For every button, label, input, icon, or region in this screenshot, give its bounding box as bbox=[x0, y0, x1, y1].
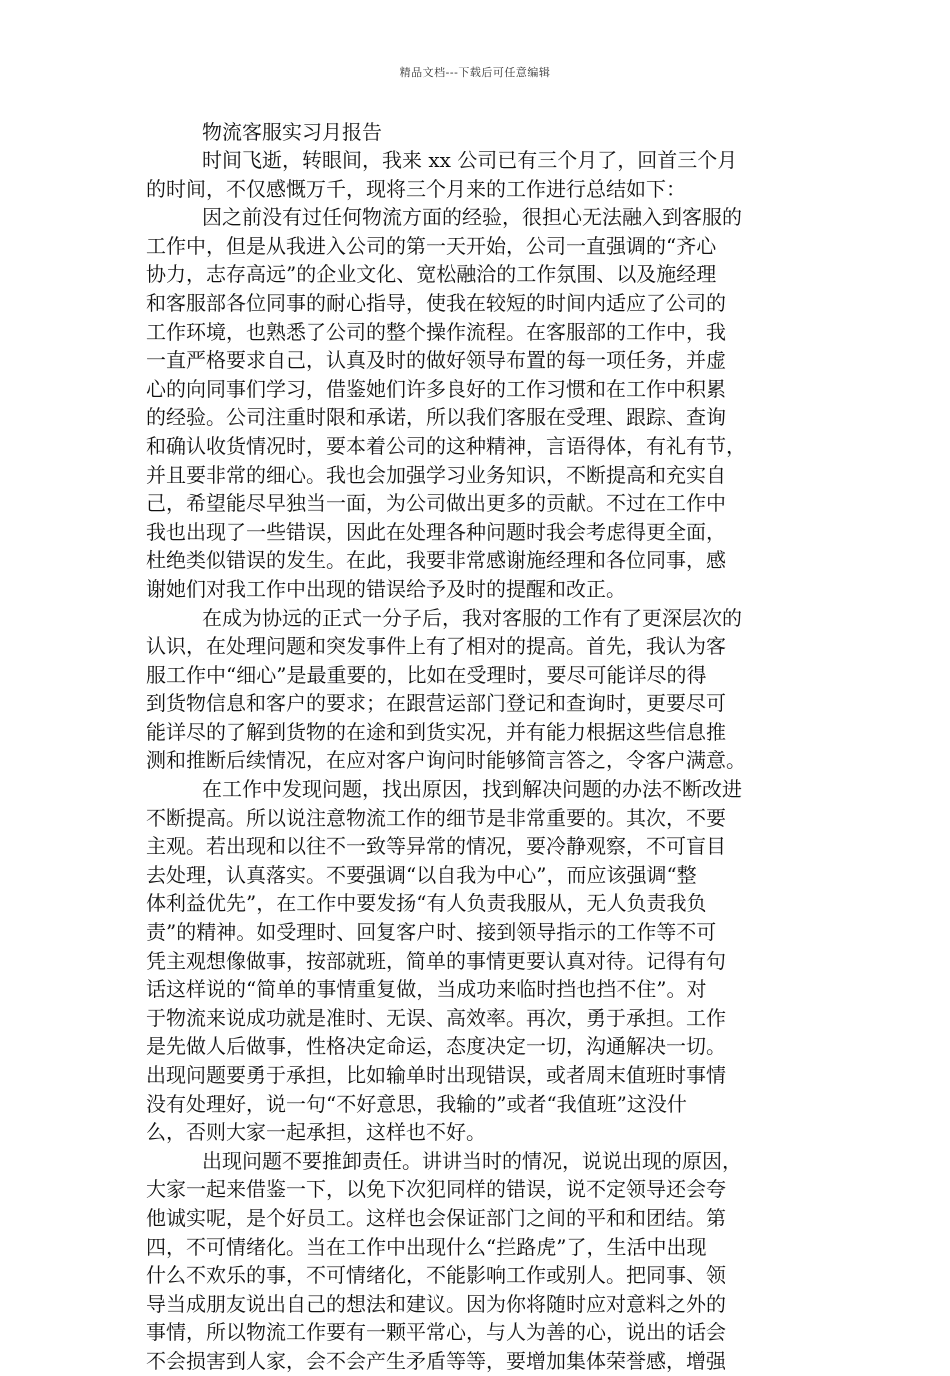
text-line: 没有处理好，说一句“不好意思，我输的”或者“我值班”这没什 bbox=[146, 1091, 687, 1116]
text-line: 协力，志存高远”的企业文化、宽松融洽的工作氛围、以及施经理 bbox=[146, 262, 717, 287]
text-line: 测和推断后续情况，在应对客户询问时能够简言答之，令客户满意。 bbox=[146, 748, 746, 773]
text-line: 去处理，认真落实。不要强调“以自我为中心”，而应该强调“整 bbox=[146, 862, 697, 887]
text-line: 服工作中“细心”是最重要的，比如在受理时，要尽可能详尽的得 bbox=[146, 662, 707, 687]
text-line: 不会损害到人家，会不会产生矛盾等等，要增加集体荣誉感，增强 bbox=[146, 1348, 726, 1373]
document-lines bbox=[146, 146, 806, 1376]
text-line: 什么不欢乐的事，不可情绪化，不能影响工作或别人。把同事、领 bbox=[146, 1263, 726, 1288]
text-line: 主观。若出现和以往不一致等异常的情况，要冷静观察，不可盲目 bbox=[146, 834, 726, 859]
text-line: 事情，所以物流工作要有一颗平常心，与人为善的心，说出的话会 bbox=[146, 1320, 726, 1345]
text-line: 话这样说的“简单的事情重复做，当成功来临时挡也挡不住”。对 bbox=[146, 977, 707, 1002]
text-line: 于物流来说成功就是准时、无误、高效率。再次，勇于承担。工作 bbox=[146, 1005, 726, 1030]
text-line: 大家一起来借鉴一下，以免下次犯同样的错误，说不定领导还会夸 bbox=[146, 1177, 726, 1202]
text-line: 四，不可情绪化。当在工作中出现什么“拦路虎”了，生活中出现 bbox=[146, 1234, 707, 1259]
document-body bbox=[146, 118, 806, 1376]
text-line: 责”的精神。如受理时、回复客户时、接到领导指示的工作等不可 bbox=[146, 920, 717, 945]
text-line: 不断提高。所以说注意物流工作的细节是非常重要的。其次，不要 bbox=[146, 805, 726, 830]
text-line: 的经验。公司注重时限和承诺，所以我们客服在受理、跟踪、查询 bbox=[146, 405, 726, 430]
text-line: 出现问题要勇于承担，比如输单时出现错误，或者周末值班时事情 bbox=[146, 1063, 726, 1087]
text-line: 时间飞逝，转眼间，我来 xx 公司已有三个月了，回首三个月 bbox=[202, 148, 738, 172]
text-line: 工作环境，也熟悉了公司的整个操作流程。在客服部的工作中，我 bbox=[146, 319, 726, 344]
text-line: 体利益优先”，在工作中要发扬“有人负责我服从，无人负责我负 bbox=[146, 891, 707, 916]
text-line: 是先做人后做事，性格决定命运，态度决定一切，沟通解决一切。 bbox=[146, 1034, 726, 1059]
text-line: 谢她们对我工作中出现的错误给予及时的提醒和改正。 bbox=[146, 576, 626, 601]
text-line: 并且要非常的细心。我也会加强学习业务知识，不断提高和充实自 bbox=[146, 462, 726, 487]
page-header: 精品文档---下载后可任意编辑 bbox=[399, 66, 551, 79]
document-title: 物流客服实习月报告 bbox=[202, 120, 382, 144]
text-line: 在成为协远的正式一分子后，我对客服的工作有了更深层次的 bbox=[202, 605, 742, 630]
text-line: 我也出现了一些错误，因此在处理各种问题时我会考虑得更全面， bbox=[146, 519, 726, 544]
text-line: 凭主观想像做事，按部就班，简单的事情更要认真对待。记得有句 bbox=[146, 948, 726, 973]
text-line: 么，否则大家一起承担，这样也不好。 bbox=[146, 1120, 486, 1145]
text-line: 在工作中发现问题，找出原因，找到解决问题的办法不断改进 bbox=[202, 777, 742, 802]
text-line: 工作中，但是从我进入公司的第一天开始，公司一直强调的“齐心 bbox=[146, 233, 717, 258]
text-line: 和确认收货情况时，要本着公司的这种精神，言语得体，有礼有节， bbox=[146, 433, 746, 458]
text-line: 杜绝类似错误的发生。在此，我要非常感谢施经理和各位同事，感 bbox=[146, 548, 726, 573]
text-line: 出现问题不要推卸责任。讲讲当时的情况，说说出现的原因， bbox=[202, 1148, 742, 1173]
text-line: 心的向同事们学习，借鉴她们许多良好的工作习惯和在工作中积累 bbox=[146, 376, 726, 401]
text-line: 己，希望能尽早独当一面，为公司做出更多的贡献。不过在工作中 bbox=[146, 491, 726, 516]
text-line: 他诚实呢，是个好员工。这样也会保证部门之间的平和和团结。第 bbox=[146, 1205, 726, 1230]
text-line: 到货物信息和客户的要求；在跟营运部门登记和查询时，更要尽可 bbox=[146, 691, 726, 716]
text-line: 和客服部各位同事的耐心指导，使我在较短的时间内适应了公司的 bbox=[146, 290, 726, 315]
text-line: 一直严格要求自己，认真及时的做好领导布置的每一项任务，并虚 bbox=[146, 348, 726, 373]
text-line: 的时间，不仅感慨万千，现将三个月来的工作进行总结如下： bbox=[146, 176, 686, 201]
text-line: 认识，在处理问题和突发事件上有了相对的提高。首先，我认为客 bbox=[146, 634, 726, 659]
text-line: 因之前没有过任何物流方面的经验，很担心无法融入到客服的 bbox=[202, 205, 742, 230]
text-line: 导当成朋友说出自己的想法和建议。因为你将随时应对意料之外的 bbox=[146, 1291, 726, 1316]
text-line: 能详尽的了解到货物的在途和到货实况，并有能力根据这些信息推 bbox=[146, 719, 726, 744]
